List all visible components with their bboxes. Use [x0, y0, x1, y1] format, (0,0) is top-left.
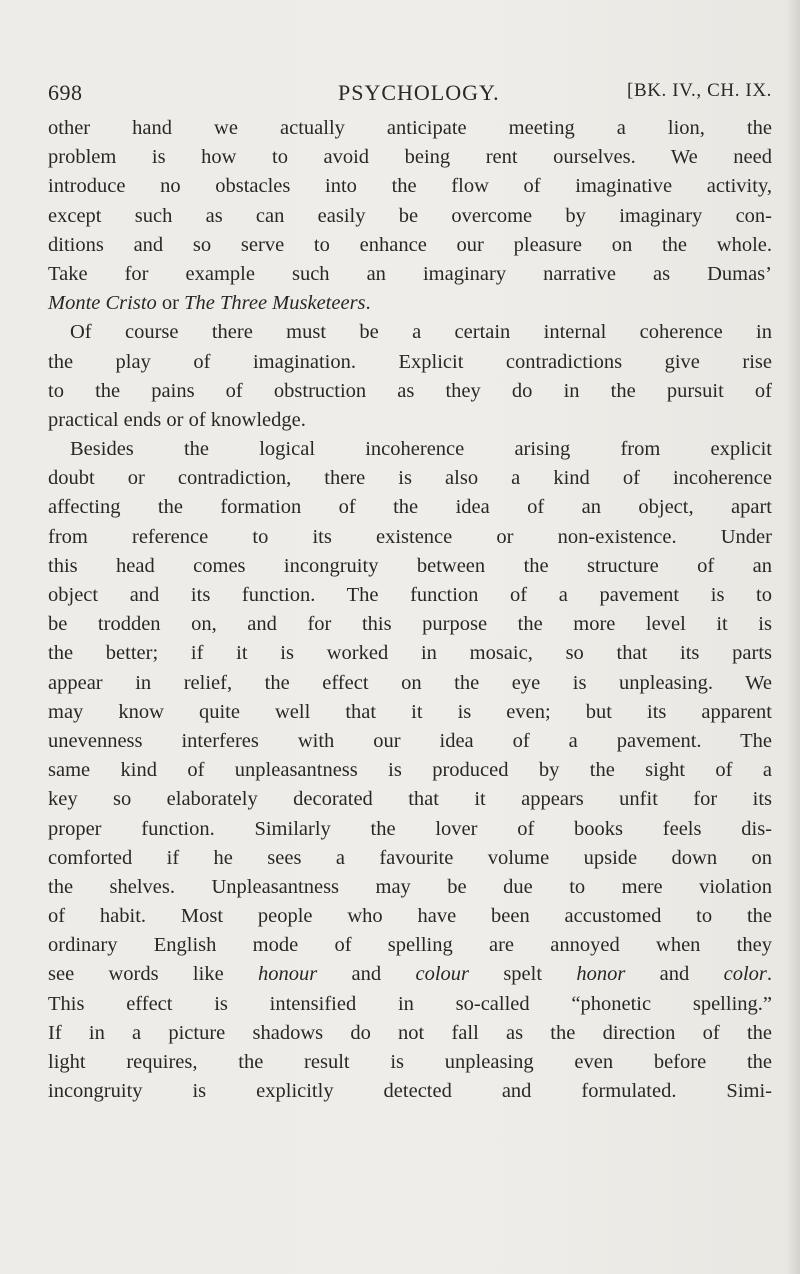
text-line: [48, 289, 772, 318]
paragraph-first-line: Of course there must be a certain internal coherence in: [70, 321, 772, 344]
text-line: light requires, the result is unpleasing even before the: [48, 1051, 772, 1073]
text-line: the better; if it is worked in mosaic, so that its parts: [48, 642, 772, 665]
text-line: may know quite well that it is even; but its apparent: [48, 700, 772, 723]
text-line: same kind of unpleasantness is produced by the sight of a: [48, 759, 772, 782]
text-line: problem is how to avoid being rent ourselves. We need: [48, 146, 772, 169]
text-run: and: [317, 963, 416, 986]
body-text: [48, 114, 772, 1106]
text-run: and: [625, 963, 724, 986]
text-line: except such as can easily be overcome by imaginary con-: [48, 204, 772, 227]
text-line: be trodden on, and for this purpose the more level it is: [48, 613, 772, 636]
page-number: 698: [48, 80, 83, 105]
running-head: [48, 80, 772, 110]
text-line: object and its function. The function of a pavement is to: [48, 584, 772, 606]
text-line: key so elaborately decorated that it appears unfit for its: [48, 788, 772, 811]
text-line: If in a picture shadows do not fall as the direction of the: [48, 1021, 772, 1044]
text-run: .: [365, 292, 371, 315]
book-title-italic: Monte Cristo: [48, 292, 157, 315]
text-line: proper function. Similarly the lover of books feels dis-: [48, 817, 772, 840]
text-run: spelt: [469, 963, 577, 986]
chapter-reference: [BK. IV., CH. IX.: [627, 80, 772, 101]
text-line: ditions and so serve to enhance our pleasure on the whole.: [48, 233, 772, 256]
text-line: incongruity is explicitly detected and formulated. Simi-: [48, 1080, 772, 1103]
text-line: affecting the formation of the idea of an object, apart: [48, 496, 772, 519]
text-run: or: [156, 292, 185, 315]
text-line: introduce no obstacles into the flow of imaginative activity,: [48, 175, 772, 198]
text-line: unevenness interferes with our idea of a pavement. The: [48, 729, 772, 752]
text-line: other hand we actually anticipate meeting a lion, the: [48, 117, 772, 139]
running-title: PSYCHOLOGY.: [338, 80, 500, 105]
text-line: this head comes incongruity between the structure of an: [48, 554, 772, 577]
page-edge-shadow: [786, 0, 800, 1274]
text-line: the play of imagination. Explicit contradictions give rise: [48, 350, 772, 373]
paragraph-first-line: Besides the logical incoherence arising from explicit: [70, 438, 772, 461]
text-line: the shelves. Unpleasantness may be due to mere violation: [48, 875, 772, 898]
text-line: to the pains of obstruction as they do in the pursuit of: [48, 379, 772, 402]
text-line: Take for example such an imaginary narrative as Dumas’: [48, 262, 772, 285]
text-line: practical ends or of knowledge.: [48, 408, 306, 431]
word-italic: honor: [576, 963, 626, 986]
text-line: ordinary English mode of spelling are annoyed when they: [48, 934, 772, 957]
text-run: see words like: [48, 963, 258, 986]
text-line: doubt or contradiction, there is also a kind of incoherence: [48, 467, 772, 490]
word-italic: honour: [257, 963, 318, 986]
text-line: comforted if he sees a favourite volume upside down on: [48, 846, 772, 869]
text-line: [48, 960, 772, 989]
text-line: of habit. Most people who have been accustomed to the: [48, 905, 772, 928]
text-line: This effect is intensified in so-called “phonetic spelling.”: [48, 992, 772, 1015]
text-run: .: [766, 963, 772, 986]
text-line: from reference to its existence or non-existence. Under: [48, 525, 772, 548]
word-italic: colour: [415, 963, 469, 986]
word-italic: color: [723, 963, 767, 986]
book-title-italic: The Three Musketeers: [184, 292, 366, 315]
text-line: appear in relief, the effect on the eye is unpleasing. We: [48, 671, 772, 694]
